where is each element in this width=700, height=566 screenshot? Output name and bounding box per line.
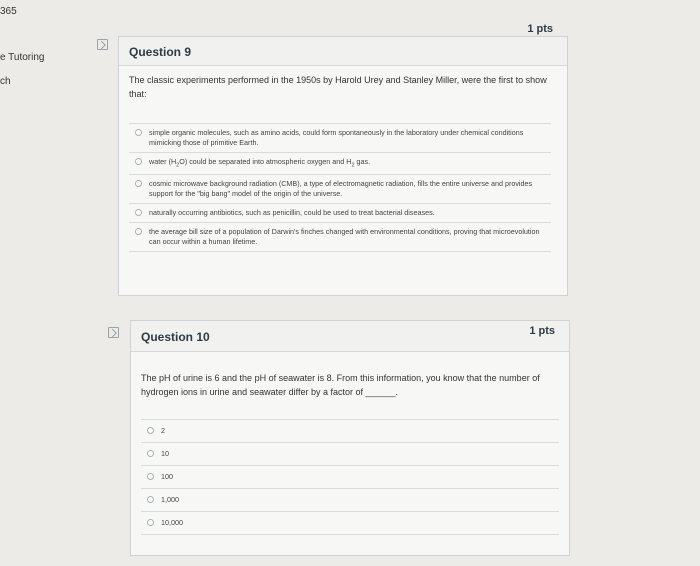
question-card-10 [130,320,570,556]
radio-button-icon[interactable] [147,473,154,480]
answer-option[interactable] [141,511,559,535]
question-points: 1 pts [529,325,555,337]
answer-list [129,123,551,252]
radio-button-icon[interactable] [135,180,142,187]
answer-label: 10,000 [161,518,183,527]
flag-question-9-icon[interactable] [97,39,108,50]
radio-button-icon[interactable] [147,519,154,526]
radio-button-icon[interactable] [135,158,142,165]
answer-label: water $(H_2O)$ could be separated into atmospheric oxygen and $H_2$ gas. [149,157,371,169]
question-points: 1 pts [527,23,553,35]
answer-label: 2 [161,426,165,435]
side-navigation [0,0,60,566]
question-text: The classic experiments performed in the 1950s by Harold Urey and Stanley Miller, were the first to show that: [129,75,547,99]
answer-label: naturally occurring antibiotics, such as penicillin, could be used to treat bacterial diseases. [149,208,435,218]
answer-label: the average bill size of a population of Darwin's finches changed with environmental conditions, proving that microevolution can occur within a human lifetime. [149,227,540,247]
answer-option[interactable] [141,465,559,488]
radio-button-icon[interactable] [147,450,154,457]
radio-button-icon[interactable] [135,209,142,216]
answer-option[interactable] [129,123,551,152]
answer-label: simple organic molecules, such as amino acids, could form spontaneously in the laboratory under chemical conditions mimicking those of primitive Earth. [149,128,524,147]
question-title: Question 9 [129,45,192,59]
answer-option[interactable] [141,488,559,511]
flag-question-10-icon[interactable] [108,327,119,338]
answer-option[interactable] [129,174,551,203]
question-card-9 [118,23,568,296]
answer-label: 100 [161,472,173,481]
answer-option[interactable] [141,442,559,465]
radio-button-icon[interactable] [135,228,142,235]
nav-item-search[interactable]: ch [0,76,11,87]
course-count: 365 [0,6,17,17]
answer-label: cosmic microwave background radiation (CMB), a type of electromagnetic radiation, fills the entire universe and provides support for the "big bang" model of the origin of the universe. [149,179,533,199]
radio-button-icon[interactable] [147,427,154,434]
answer-label: 10 [161,449,169,458]
question-header [131,321,569,352]
question-text: The pH of urine is 6 and the pH of seawater is 8. From this information, you know that the number of hydrogen ions in urine and seawater differ by a factor of ______. [141,373,540,397]
answer-option[interactable] [141,419,559,442]
question-header [119,23,567,66]
radio-button-icon[interactable] [147,496,154,503]
answer-list [141,419,559,535]
answer-label: 1,000 [161,495,179,504]
answer-option[interactable] [129,152,551,174]
answer-option[interactable] [129,203,551,222]
nav-item-tutoring[interactable]: e Tutoring [0,52,45,63]
radio-button-icon[interactable] [135,129,142,136]
question-title: Question 10 [141,330,210,344]
answer-option[interactable] [129,222,551,252]
